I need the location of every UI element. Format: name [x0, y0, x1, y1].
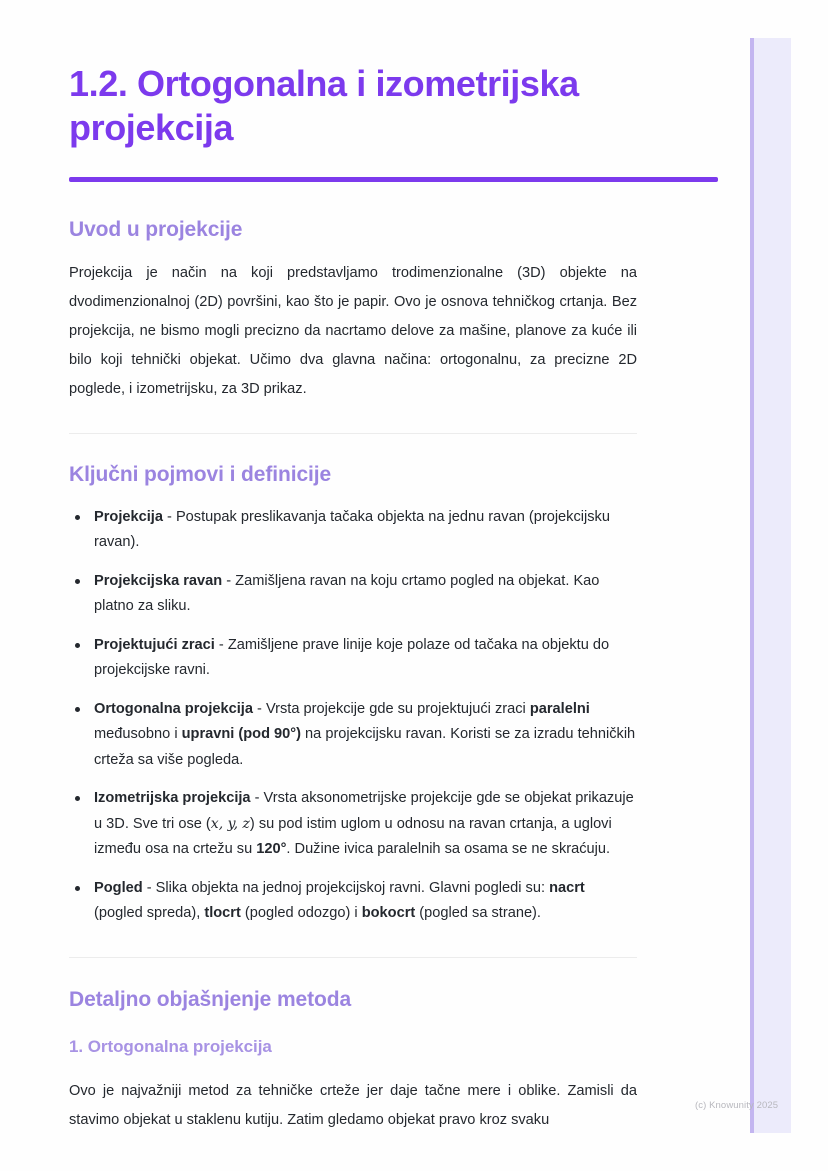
- term-definition: Zamišljena ravan na koju crtamo pogled na objekat. Kao platno za sliku.: [94, 572, 600, 615]
- bullet-dot-icon: [75, 643, 80, 648]
- term-definition-part: . Dužine ivica paralelnih sa osama se ne skraćuju.: [286, 841, 611, 858]
- section-divider-one: [69, 433, 637, 434]
- paragraph-intro: Projekcija je način na koji predstavljamo trodimenzionalne (3D) objekte na dvodimenzionalnoj (2D) površini, kao što je papir. Ovo je osnova tehničkog crtanja. Bez projekcija, ne bismo mogli precizno da nacrtamo delove za mašine, planove za kuće ili bilo koji tehnički objekat. Učimo dva glavna načina: ortogonalnu, za precizne 2D poglede, i izometrijsku, za 3D prikaz.: [69, 264, 637, 397]
- document-content: [69, 0, 639, 1135]
- heading-kljucni-pojmovi: Ključni pojmovi i definicije: [69, 462, 332, 486]
- term-definition-part: (pogled spreda),: [94, 905, 205, 922]
- term-separator: -: [252, 700, 266, 717]
- term-definition-part: Vrsta projekcije gde su projektujući zraci: [265, 700, 530, 717]
- term-definition-part: Slika objekta na jednoj projekcijskoj ravni. Glavni pogledi su:: [155, 879, 550, 896]
- list-item: [69, 876, 637, 927]
- term-label: Projektujući zraci: [94, 636, 215, 653]
- term-definition-part: (pogled sa strane).: [415, 905, 541, 922]
- title-underline-rule: [69, 177, 718, 182]
- section-divider-two: [69, 957, 637, 958]
- bullet-dot-icon: [75, 796, 80, 801]
- term-emphasis: upravni (pod 90°): [181, 726, 301, 743]
- term-emphasis: nacrt: [549, 879, 585, 896]
- term-definition-part: Vrsta aksonometrijske projekcije gde se objekat prikazuje u 3D. Sve tri ose (: [94, 790, 634, 832]
- term-separator: -: [250, 790, 264, 807]
- list-item: [69, 505, 637, 556]
- term-emphasis: tlocrt: [204, 905, 241, 922]
- math-axis-variables: x, y, z: [210, 815, 250, 832]
- term-definition-part: na projekcijsku ravan. Koristi se za izradu tehničkih crteža sa više pogleda.: [94, 726, 636, 768]
- bullet-dot-icon: [75, 707, 80, 712]
- term-label: Projekcijska ravan: [94, 572, 223, 589]
- term-definition: Zamišljene prave linije koje polaze od tačaka na objektu do projekcijske ravni.: [94, 636, 610, 679]
- bullet-dot-icon: [75, 515, 80, 520]
- term-label: Pogled: [94, 879, 143, 896]
- heading-uvod-u-projekcije: Uvod u projekcije: [69, 217, 243, 241]
- list-item: [69, 697, 637, 774]
- page-title: 1.2. Ortogonalna i izometrijska projekcija: [69, 63, 579, 148]
- term-emphasis: 120°: [256, 841, 287, 858]
- term-label: Ortogonalna projekcija: [94, 700, 253, 717]
- term-separator: -: [162, 508, 176, 525]
- right-side-panel: [750, 38, 791, 1133]
- term-definition: Postupak preslikavanja tačaka objekta na jednu ravan (projekcijsku ravan).: [94, 508, 610, 551]
- copyright-watermark: (c) Knowunity 2025: [695, 1100, 779, 1111]
- list-item: [69, 786, 637, 863]
- list-item: [69, 569, 637, 620]
- term-separator: -: [222, 572, 236, 589]
- term-definition-part: (pogled odozgo) i: [240, 905, 362, 922]
- term-definition-part: ) su pod istim uglom u odnosu na ravan crtanja, a uglovi između osa na crtežu su: [94, 815, 612, 858]
- term-emphasis: paralelni: [529, 700, 590, 717]
- term-definition-part: međusobno i: [94, 726, 182, 743]
- term-emphasis: bokocrt: [361, 905, 416, 922]
- term-label: Projekcija: [94, 508, 163, 525]
- bullet-dot-icon: [75, 579, 80, 584]
- key-terms-list: [69, 505, 637, 927]
- subheading-ortogonalna-projekcija: 1. Ortogonalna projekcija: [69, 1036, 272, 1056]
- term-separator: -: [142, 879, 156, 896]
- list-item: [69, 633, 637, 684]
- term-label: Izometrijska projekcija: [94, 790, 251, 807]
- heading-detaljno-objasnjenje: Detaljno objašnjenje metoda: [69, 987, 352, 1011]
- paragraph-ortogonalna-projekcija: Ovo je najvažniji metod za tehničke crteže jer daje tačne mere i oblike. Zamisli da stavimo objekat u staklenu kutiju. Zatim gledamo objekat pravo kroz svaku: [69, 1082, 637, 1128]
- bullet-dot-icon: [75, 886, 80, 891]
- term-separator: -: [214, 636, 228, 653]
